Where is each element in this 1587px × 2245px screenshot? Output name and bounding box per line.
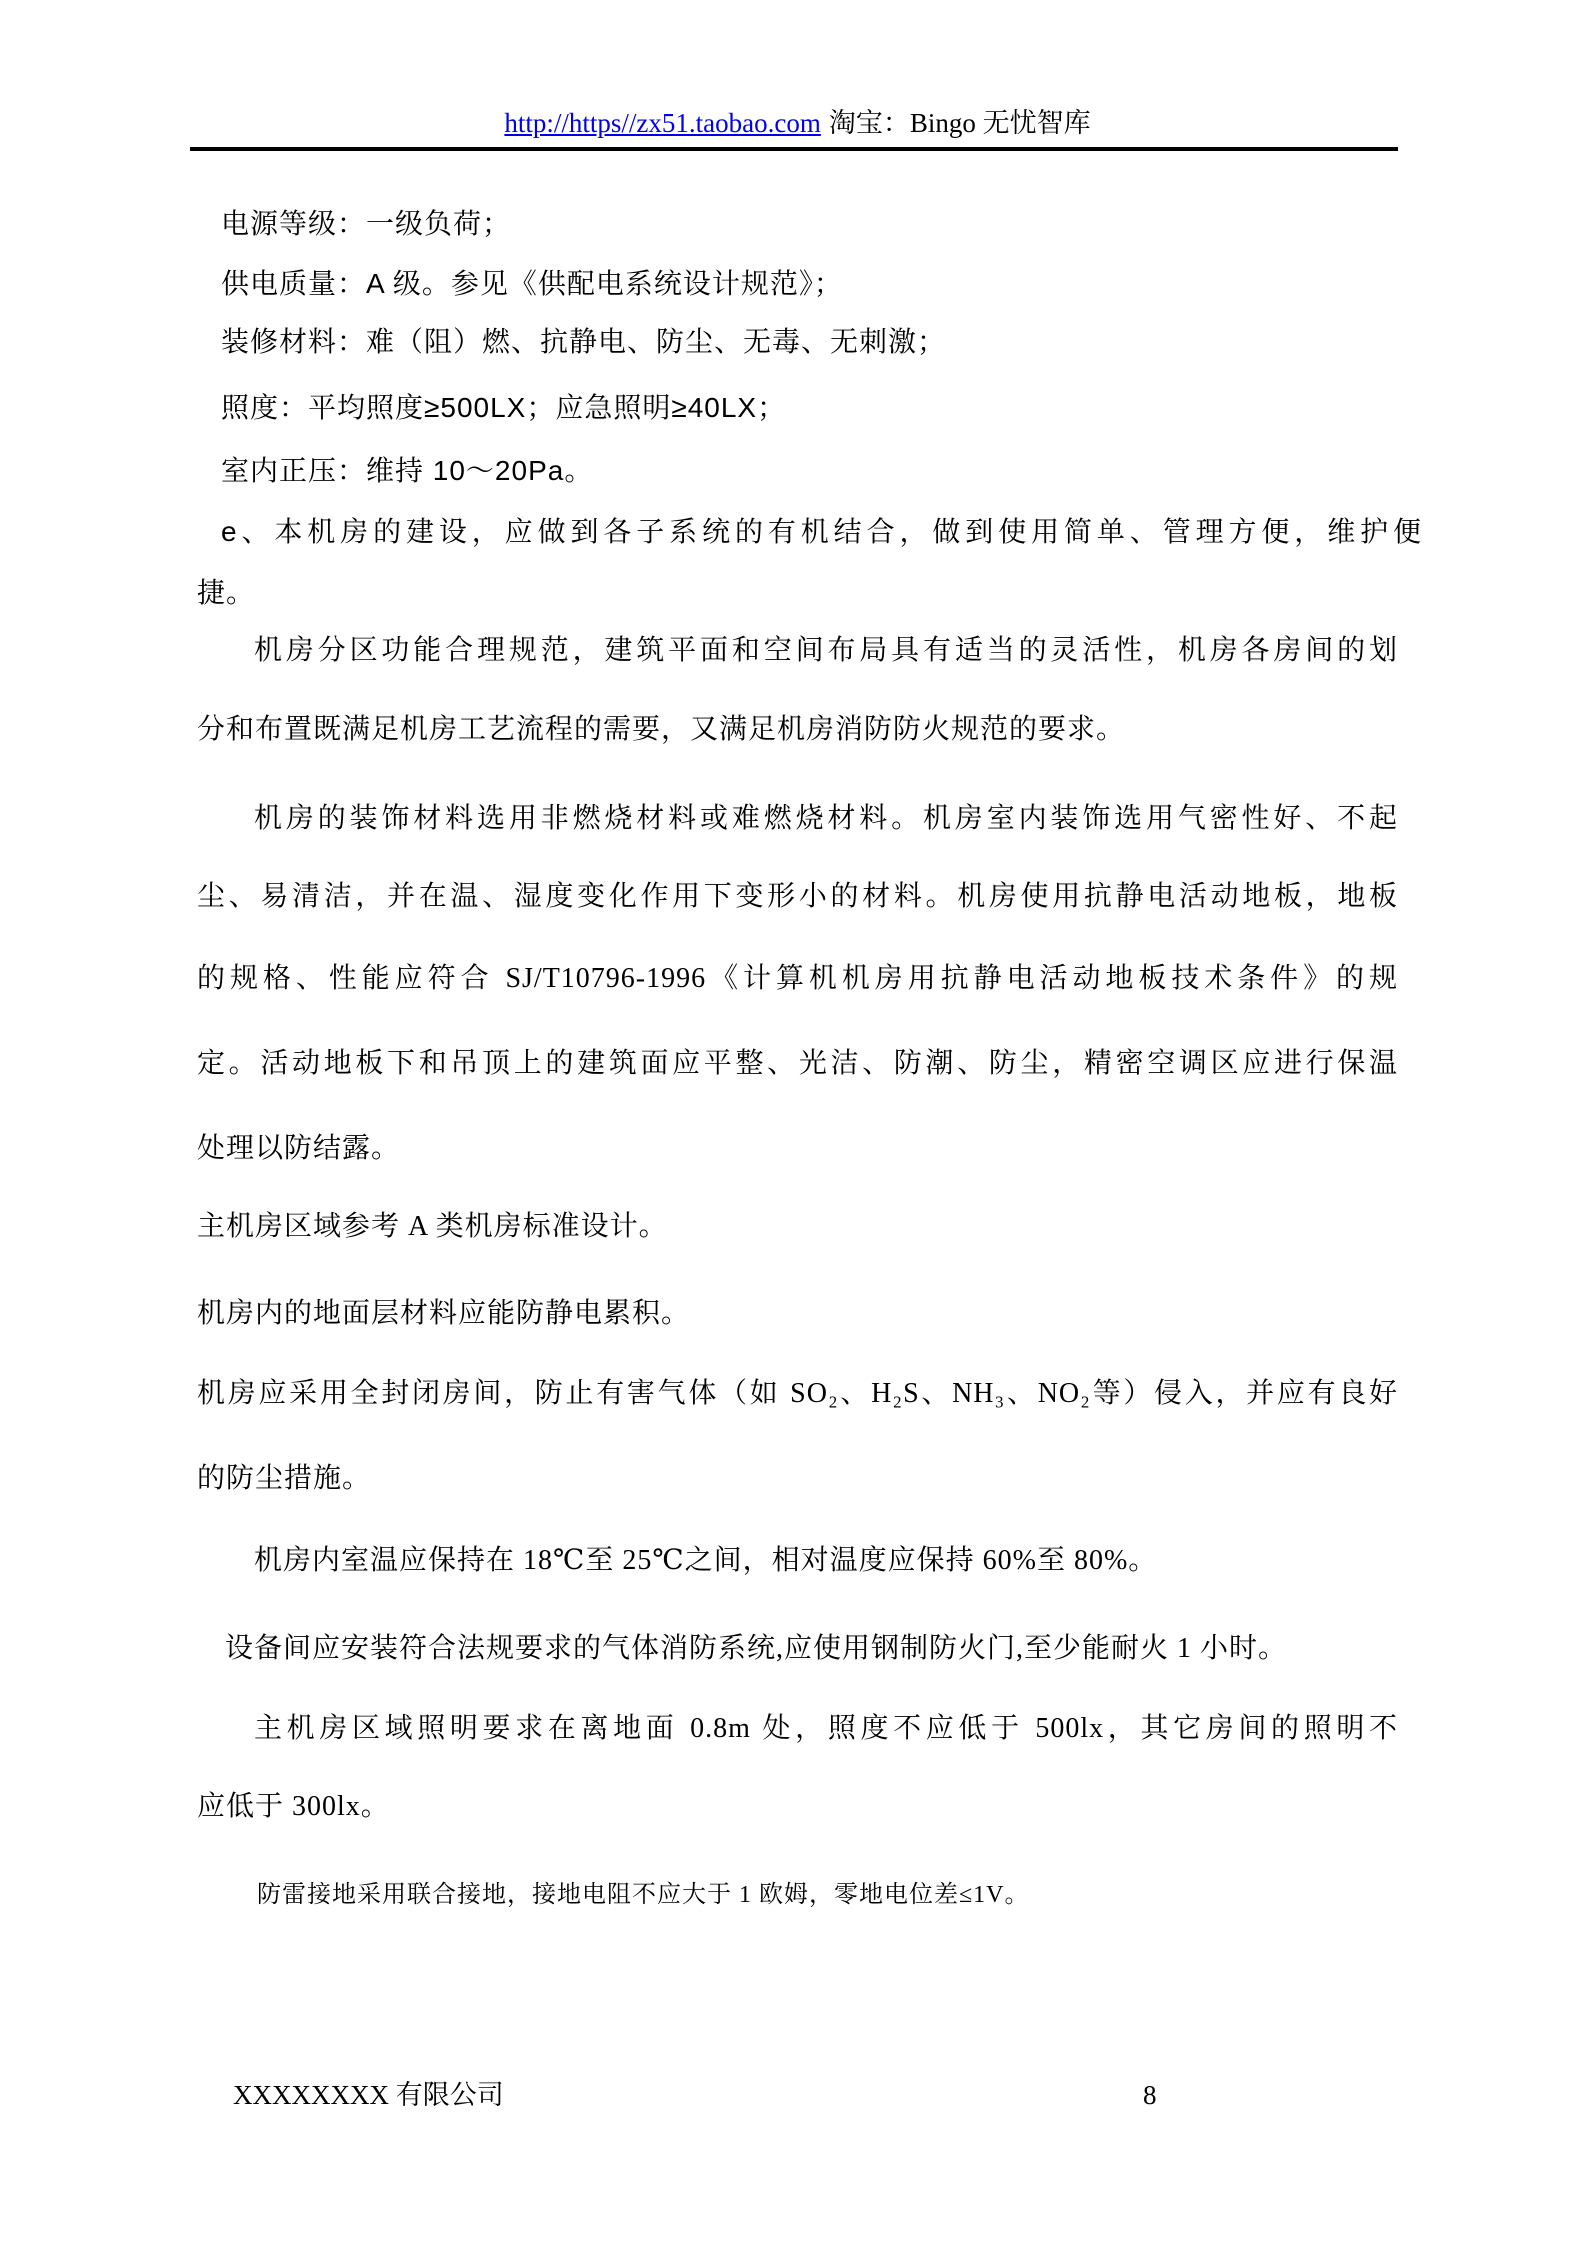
page-header — [197, 106, 1398, 140]
paragraph-line-item-e-cont: 捷。 — [197, 578, 256, 609]
paragraph-line-power-grade: 电源等级：一级负荷； — [221, 208, 512, 239]
paragraph-line-zoning-cont: 分和布置既满足机房工艺流程的需要，又满足机房消防防火规范的要求。 — [197, 714, 1126, 745]
paragraph-line-decor-cont3: 定。活动地板下和吊顶上的建筑面应平整、光洁、防潮、防尘，精密空调区应进行保温 — [197, 1048, 1398, 1079]
paragraph-line-decor: 机房的装饰材料选用非燃烧材料或难燃烧材料。机房室内装饰选用气密性好、不起 — [254, 803, 1398, 834]
paragraph-line-grounding: 防雷接地采用联合接地，接地电阻不应大于 1 欧姆，零地电位差≤1V。 — [257, 1882, 1030, 1908]
header-taobao-link[interactable]: http://https//zx51.taobao.com — [504, 108, 821, 138]
paragraph-line-lighting-cont: 应低于 300lx。 — [197, 1791, 390, 1822]
footer-company-name: XXXXXXXX 有限公司 — [233, 2080, 504, 2110]
paragraph-line-illuminance: 照度：平均照度≥500LX；应急照明≥40LX； — [221, 392, 787, 423]
paragraph-line-class-a: 主机房区域参考 A 类机房标准设计。 — [197, 1211, 668, 1242]
paragraph-line-pressure: 室内正压：维持 10～20Pa。 — [221, 455, 594, 486]
paragraph-line-sealed-room: 机房应采用全封闭房间，防止有害气体（如 SO₂、H₂S、NH₃、NO₂等）侵入，并应有良好 — [197, 1378, 1398, 1409]
paragraph-line-materials: 装修材料：难（阻）燃、抗静电、防尘、无毒、无刺激； — [221, 326, 947, 357]
header-shop-label: 淘宝：Bingo 无忧智库 — [828, 108, 1091, 138]
footer-page-number: 8 — [1143, 2080, 1157, 2110]
paragraph-line-decor-cont1: 尘、易清洁，并在温、湿度变化作用下变形小的材料。机房使用抗静电活动地板，地板 — [197, 881, 1398, 912]
header-divider-rule — [190, 147, 1398, 151]
paragraph-line-decor-cont2: 的规格、性能应符合 SJ/T10796-1996《计算机机房用抗静电活动地板技术条件》的规 — [197, 963, 1398, 994]
paragraph-line-decor-cont4: 处理以防结露。 — [197, 1133, 401, 1164]
paragraph-line-fire-system: 设备间应安装符合法规要求的气体消防系统,应使用钢制防火门,至少能耐火 1 小时。 — [225, 1633, 1288, 1664]
paragraph-line-floor-antistatic: 机房内的地面层材料应能防静电累积。 — [197, 1298, 691, 1329]
paragraph-line-sealed-room-cont: 的防尘措施。 — [197, 1463, 372, 1494]
paragraph-line-lighting: 主机房区域照明要求在离地面 0.8m 处，照度不应低于 500lx，其它房间的照明不 — [254, 1713, 1398, 1744]
paragraph-line-temperature: 机房内室温应保持在 18℃至 25℃之间，相对温度应保持 60%至 80%。 — [254, 1545, 1158, 1576]
paragraph-line-item-e: e、本机房的建设，应做到各子系统的有机结合，做到使用简单、管理方便，维护便 — [221, 516, 1422, 547]
paragraph-line-zoning: 机房分区功能合理规范，建筑平面和空间布局具有适当的灵活性，机房各房间的划 — [254, 635, 1398, 666]
paragraph-line-power-quality: 供电质量：A 级。参见《供配电系统设计规范》； — [221, 268, 843, 299]
